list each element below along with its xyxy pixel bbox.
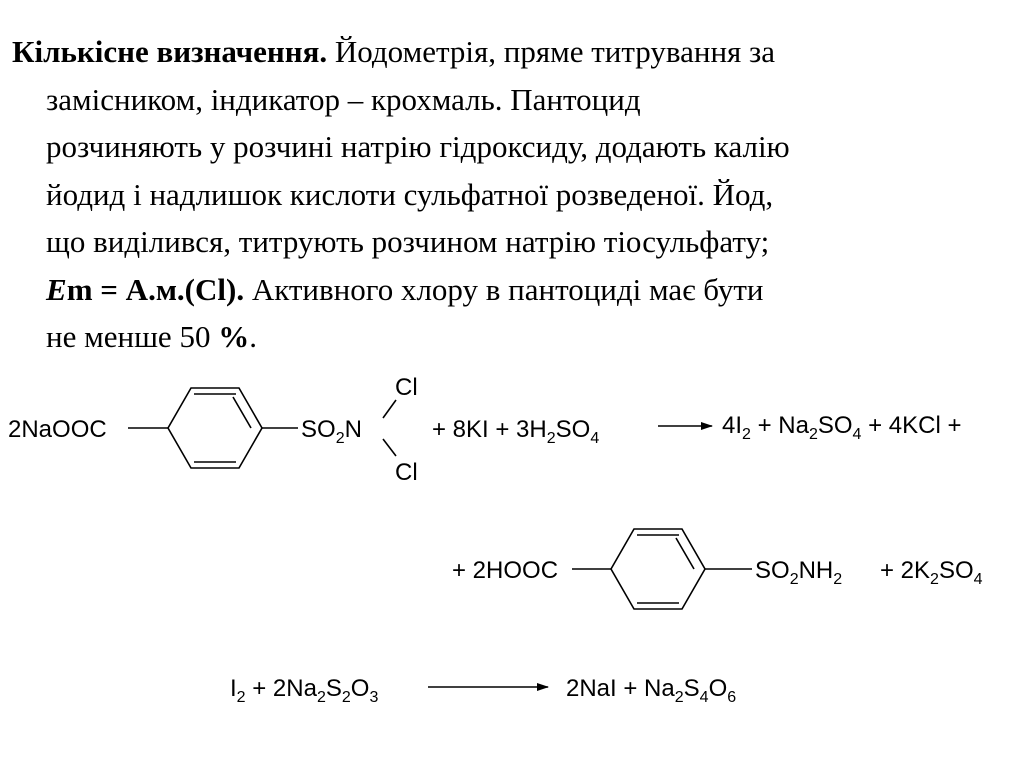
- product-potassium-sulfate: + $2K_2SO_4$: [880, 557, 983, 588]
- bond-line: [383, 400, 396, 418]
- paragraph-line-6: Em = А.м.(Cl). Активного хлору в пантоциді має бути: [46, 271, 764, 307]
- paragraph-line-2: замісником, індикатор – крохмаль. Пантоцид: [46, 81, 641, 117]
- product-carboxylic-acid: + 2HOOC: [452, 557, 559, 584]
- equivalent-mass-formula: = А.м.(Cl).: [92, 271, 245, 307]
- percent-sign: %: [218, 319, 250, 354]
- reaction-2-reactants: $I_2 + 2Na_2S_2O_3$: [230, 675, 379, 706]
- equivalent-mass-E: E: [46, 271, 67, 307]
- paragraph-line-7: не менше 50 %.: [46, 319, 257, 354]
- paragraph-line-1: Кількісне визначення. Йодометрія, пряме титрування за: [12, 34, 776, 69]
- paragraph-line-3: розчиняють у розчині натрію гідроксиду, додають калію: [46, 129, 790, 164]
- reaction-1: [8, 374, 962, 486]
- reactant-sodium-carboxylate: 2NaOOC: [8, 416, 107, 443]
- paragraph-line-4: йодид і надлишок кислоти сульфатної розведеної. Йод,: [46, 176, 774, 212]
- benzene-ring: [611, 529, 705, 609]
- sulfonyl-group: $SO_2N$: [301, 416, 362, 447]
- paragraph-line-5: що виділився, титрують розчином натрію тіосульфату;: [46, 224, 770, 259]
- reagents: + $8KI + 3H_2SO_4$: [432, 416, 600, 447]
- section-heading: Кількісне визначення.: [12, 34, 328, 69]
- reaction-1-continuation: [452, 529, 983, 609]
- equivalent-mass-m: m: [66, 271, 93, 307]
- reaction-2: [230, 675, 736, 706]
- bond-line: [383, 439, 396, 456]
- reaction-2-products: $2NaI + Na_2S_4O_6$: [566, 675, 737, 706]
- chlorine-top: Cl: [395, 374, 418, 401]
- benzene-ring: [168, 388, 262, 468]
- chlorine-bottom: Cl: [395, 459, 418, 486]
- products: $4I_2 + Na_2SO_4 + 4KCl$ +: [722, 412, 962, 443]
- sulfonamide-group: $SO_2NH_2$: [755, 557, 843, 588]
